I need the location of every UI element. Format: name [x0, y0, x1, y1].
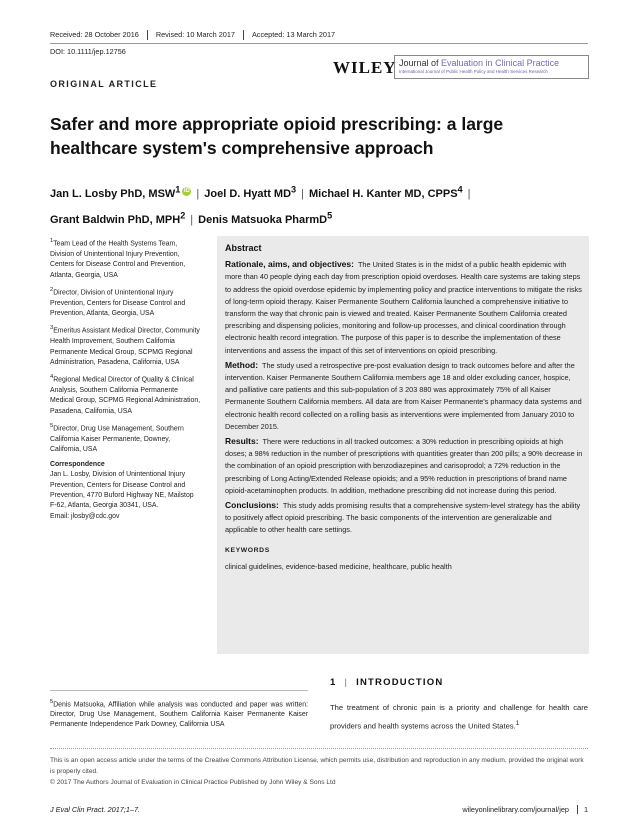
license-text: This is an open access article under the terms of the Creative Commons Attribution License, which permits use, distribution and reproduction in any medium, provided the original work is properly cited. © 2017 The Authors Journal of Evaluation in Clinical Practice Published by John Wiley & Sons Ltd [50, 757, 584, 786]
journal-title [399, 58, 559, 68]
orcid-icon[interactable]: iD [183, 188, 190, 194]
affiliation: $^2$Director, Division of Unintentional Injury Prevention, Centers for Disease Control and Prevention, Atlanta, Georgia, USA [50, 286, 186, 318]
journal-subtitle: International Journal of Public Health Policy and Health Services Research [399, 69, 548, 74]
section-label: Results: [225, 436, 259, 447]
correspondence [50, 460, 202, 522]
article-title: Safer and more appropriate opioid prescribing: a large healthcare system's comprehensive approach [50, 114, 504, 158]
abstract-section [225, 359, 583, 433]
affiliation: $^3$Emeritus Assistant Medical Director, Community Health Improvement, Southern California Permanente Medical Group, SCPMG Regional Administration, Pasadena, California, USA [50, 325, 200, 366]
footer-separator [577, 805, 578, 814]
section-text: This study adds promising results that a comprehensive system-level strategy has the ability to positively affect opioid prescribing. The basic components of the intervention are generalizable and applicable to other health care settings. [225, 501, 581, 535]
license-divider [50, 748, 588, 749]
keywords: clinical guidelines, evidence-based medicine, healthcare, public health [225, 561, 452, 571]
section-heading-introduction [330, 677, 443, 688]
author-separator: | [301, 187, 304, 200]
journal-url[interactable]: wileyonlinelibrary.com/journal/jep [462, 805, 569, 814]
citation-ref[interactable]: 1 [515, 720, 520, 727]
accepted-date: Accepted: 13 March 2017 [251, 30, 336, 39]
section-text: The United States is in the midst of a public health epidemic with more than 40 people dying each day from prescription opioid overdoses. Health care systems are taking steps to address the opioid overdose epidemic by implementing policy and practice interventions to mitigate the risks of long-term opioid therapy. Kaiser Permanente Southern California launched a comprehensive initiative to transform the way that chronic pain is viewed and treated. Kaiser Permanente Southern California created prescribing and dispensing policies, monitoring and follow-up processes, and clinical coordination through electronic health record integration. The purpose of this paper is to describe the implementation of these interventions and assess the impact of this set of interventions on opioid prescribing. [225, 260, 582, 355]
wiley-logo: WILEY [333, 58, 397, 77]
section-number: 1 [330, 677, 337, 688]
author-name[interactable]: Jan L. Losby PhD, MSW$^1$ [50, 184, 181, 200]
journal-title-prefix: Journal of [399, 58, 442, 68]
abstract-box [217, 236, 589, 654]
author-name[interactable]: Joel D. Hyatt $MD^3$ [204, 184, 297, 200]
footer-right [462, 805, 588, 814]
section-text: There were reductions in all tracked outcomes: a 30% reduction in prescribing opioids at high doses; a 98% reduction in the number of prescriptions with quantities greater than 200 pills; a 90% decrease in the combination of an opioid prescription with benzodiazepines and carisoprodol; a 72% reduction in the prescribing of Long Acting/Extended Release opioids; and a 95% reduction in prescriptions of brand name opioid-acetaminophen products. In addition, methadone prescribing did not increase during this period. [225, 437, 583, 495]
affiliation: $^4$Regional Medical Director of Quality & Clinical Analysis, Southern California Permanente Medical Group, SCPMG Regional Administration, Pasadena, California, USA [50, 374, 201, 415]
author-footnote: $^5$Denis Matsuoka, Affiliation while analysis was conducted and paper was written: Director, Drug Use Management, Southern California Kaiser Permanente Kaiser Permanente Independence Park Downey, California USA [50, 699, 308, 729]
introduction-text: The treatment of chronic pain is a priority and challenge for health care providers and health systems across the United States.$^1$ [330, 703, 588, 731]
page-number: 1 [583, 805, 588, 814]
footer-citation: J Eval Clin Pract. 2017;1–7. [50, 805, 141, 814]
section-label: Rationale, aims, and objectives: [225, 259, 354, 270]
doi[interactable]: DOI: 10.1111/jep.12756 [50, 47, 126, 56]
section-title: INTRODUCTION [356, 677, 444, 688]
revised-date: Revised: 10 March 2017 [148, 30, 244, 40]
keywords-heading: KEYWORDS [225, 546, 270, 554]
author-name[interactable]: Grant Baldwin PhD, MPH$^2$ [50, 210, 186, 227]
article-dates [50, 30, 343, 40]
heading-separator: | [344, 677, 349, 688]
affiliations [50, 236, 202, 522]
journal-banner[interactable] [394, 55, 589, 79]
author-separator: | [467, 187, 471, 200]
author-separator: | [196, 187, 200, 200]
correspondence-address: Jan L. Losby, Division of Unintentional Injury Prevention, Centers for Disease Control and Prevention, 4770 Buford Highway NE, Mailstop F-62, Atlanta, Georgia 30341, USA. [50, 471, 194, 510]
article-type: ORIGINAL ARTICLE [50, 79, 158, 89]
section-text: The study used a retrospective pre-post evaluation design to track outcomes before and after the intervention. Kaiser Permanente Southern California members age 18 and older excluding cancer, hospice, and palliative care patients and this sub-population of 3 203 880 was approximately 75% of all Kaiser Permanente Southern California members. All data are from Kaiser Permanente's pharmacy data systems and electronic health record collected on a rolling basis as interventions were implemented from January 2010 to December 2015. [225, 360, 582, 431]
abstract-section [225, 499, 583, 537]
abstract-heading: Abstract [225, 243, 262, 253]
correspondence-email[interactable]: Email: jlosby@cdc.gov [50, 512, 120, 520]
section-label: Method: [225, 359, 259, 370]
abstract-section [225, 258, 583, 357]
affiliation: $^5$Director, Drug Use Management, Southern California Kaiser Permanente, Downey, California, USA [50, 423, 184, 454]
author-name[interactable]: Denis Matsuoka PharmD$^5$ [198, 210, 333, 227]
correspondence-label: Correspondence [50, 460, 105, 468]
author-separator: | [190, 214, 194, 227]
author-name[interactable]: Michael H. Kanter MD, CPPS$^4$ [309, 184, 463, 200]
abstract-section [225, 435, 583, 497]
received-date: Received: 28 October 2016 [50, 30, 148, 40]
section-label: Conclusions: [225, 500, 279, 511]
header-rule [50, 43, 588, 44]
footnote-rule [50, 690, 308, 691]
affiliation: $^1$Team Lead of the Health Systems Team, Division of Unintentional Injury Prevention, Centers for Disease Control and Prevention, Atlanta, Georgia, USA [50, 238, 186, 279]
author-list [50, 178, 590, 231]
journal-title-highlight: Evaluation in Clinical Practice [441, 58, 560, 68]
